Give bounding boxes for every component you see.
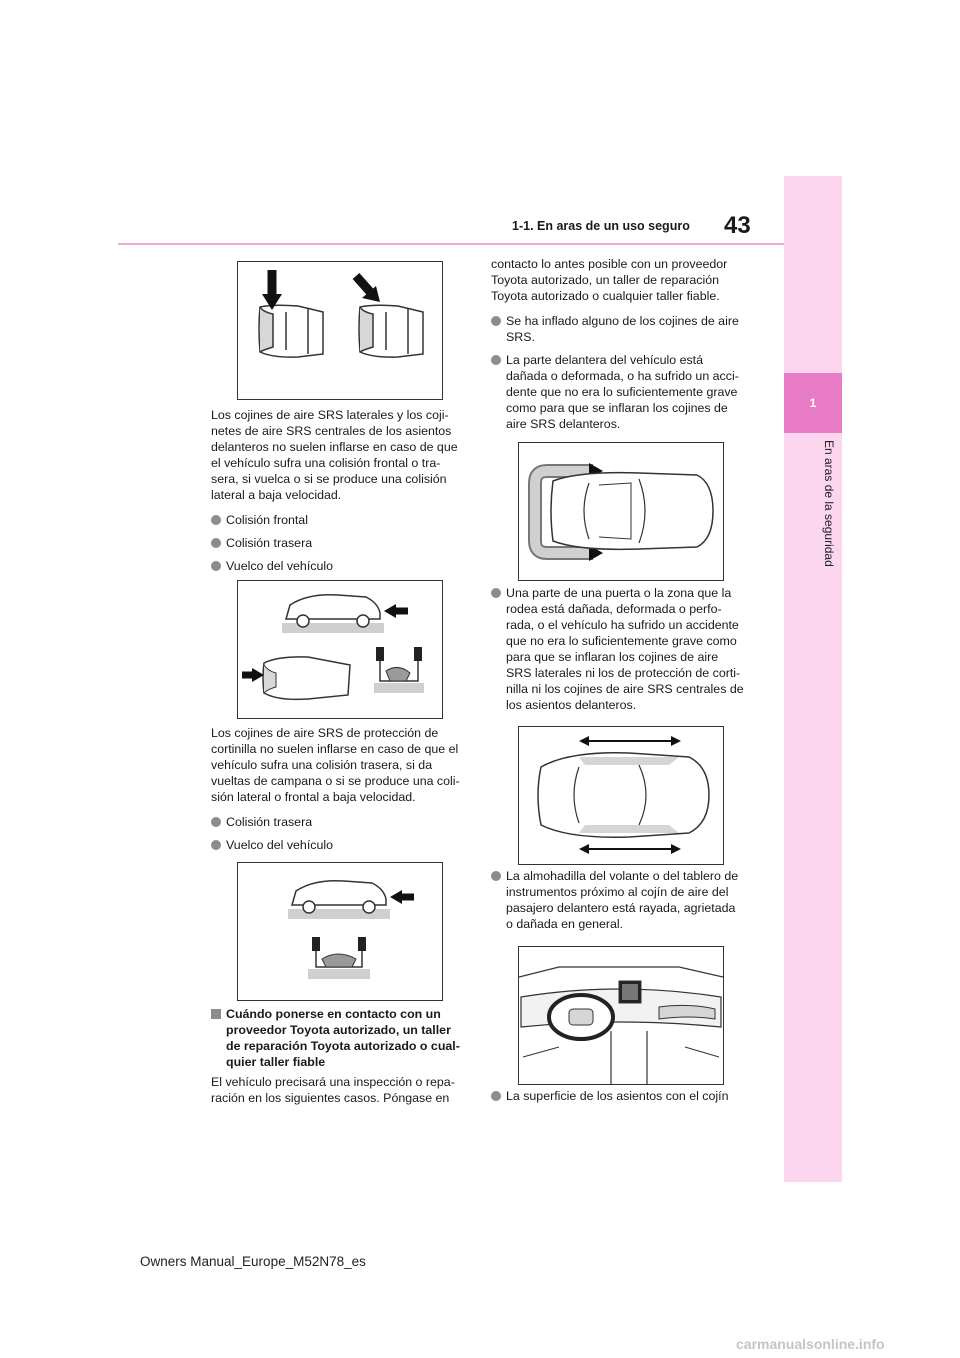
chapter-side-tab (784, 176, 842, 1182)
bullet-text: Se ha inflado alguno de los cojines de aire SRS. (506, 314, 739, 344)
list-item (491, 352, 753, 432)
heading-square-icon (211, 1009, 221, 1019)
list-item (491, 1088, 753, 1104)
car-rear-rollover-illustration-2 (238, 863, 442, 1000)
bullet-text: Colisión trasera (226, 815, 313, 829)
bullet-dot (491, 316, 501, 326)
figure-front-damage (518, 442, 724, 581)
list-item (211, 837, 466, 853)
section-title: 1-1. En aras de un uso seguro (512, 219, 690, 233)
car-top-view-illustration (238, 262, 442, 399)
bullet-text: Colisión trasera (226, 536, 313, 550)
paragraph-curtain-airbags: Los cojines de aire SRS de protección de cortinilla no suelen inflarse en caso de que el vehículo sufra una colisión trasera, si da vueltas de campana o si se produce una coli- sión lateral o frontal a baja velocidad. (211, 726, 460, 804)
bullet-dot (211, 561, 221, 571)
bullet-dot (491, 871, 501, 881)
bullet-text: Vuelco del vehículo (226, 838, 333, 852)
figure-rear-collision-rollover (237, 580, 443, 719)
chapter-label: En aras de la seguridad (822, 440, 836, 567)
header-rule (118, 243, 784, 245)
paragraph-contact-continued: contacto lo antes posible con un proveedor Toyota autorizado, un taller de reparación Toyota autorizado o cualquier taller fiable. (491, 257, 728, 303)
list-item (211, 512, 466, 528)
dashboard-interior-illustration (519, 947, 723, 1084)
paragraph-inspection: El vehículo precisará una inspección o repa- ración en los siguientes casos. Póngase en (211, 1075, 455, 1105)
car-side-damage-illustration (519, 727, 723, 864)
bullet-text: La almohadilla del volante o del tablero de instrumentos próximo al cojín de aire del pasajero delantero está rayada, agrietada o dañada en general. (506, 869, 739, 931)
list-item (211, 558, 466, 574)
list-item (211, 814, 466, 830)
list-item (491, 585, 753, 713)
watermark: carmanualsonline.info (736, 1336, 885, 1352)
bullet-dot (211, 538, 221, 548)
bullet-text: La parte delantera del vehículo está dañada o deformada, o ha sufrido un acci- dente que no era lo suficientemente grave como para que se inflaran los cojines de aire SRS delanteros. (506, 353, 739, 431)
figure-rear-collision-rollover-2 (237, 862, 443, 1001)
bullet-dot (491, 588, 501, 598)
bullet-dot (211, 817, 221, 827)
section-heading-contact (211, 1006, 466, 1070)
list-item (491, 868, 753, 932)
chapter-number: 1 (784, 373, 842, 433)
figure-side-damage (518, 726, 724, 865)
figure-front-collision (237, 261, 443, 400)
paragraph-side-airbags: Los cojines de aire SRS laterales y los coji- netes de aire SRS centrales de los asientos delanteros no suelen inflarse en caso de que el vehículo sufra una colisión frontal o tra- sera, si vuelca o si se produce una colisión lateral a baja velocidad. (211, 408, 458, 502)
list-item (211, 535, 466, 551)
list-item (491, 313, 753, 345)
bullet-dot (491, 355, 501, 365)
car-rear-rollover-illustration (238, 581, 442, 718)
figure-dashboard (518, 946, 724, 1085)
manual-footer-id: Owners Manual_Europe_M52N78_es (140, 1254, 366, 1269)
bullet-text: La superficie de los asientos con el cojín (506, 1089, 729, 1103)
bullet-dot (211, 840, 221, 850)
page-number: 43 (724, 212, 751, 239)
bullet-text: Colisión frontal (226, 513, 308, 527)
heading-text: Cuándo ponerse en contacto con un proveedor Toyota autorizado, un taller de reparación Toyota autorizado o cual- quier taller fiable (226, 1007, 460, 1069)
bullet-text: Vuelco del vehículo (226, 559, 333, 573)
bullet-dot (491, 1091, 501, 1101)
bullet-text: Una parte de una puerta o la zona que la rodea está dañada, deformada o perfo- rada, o el vehículo ha sufrido un accidente que no era lo suficientemente grave como para que se inflaran los cojines de aire SRS laterales ni los de protección de corti- nilla ni los cojines de aire SRS centrales de los asientos delanteros. (506, 586, 744, 712)
car-front-damage-illustration (519, 443, 723, 580)
bullet-dot (211, 515, 221, 525)
